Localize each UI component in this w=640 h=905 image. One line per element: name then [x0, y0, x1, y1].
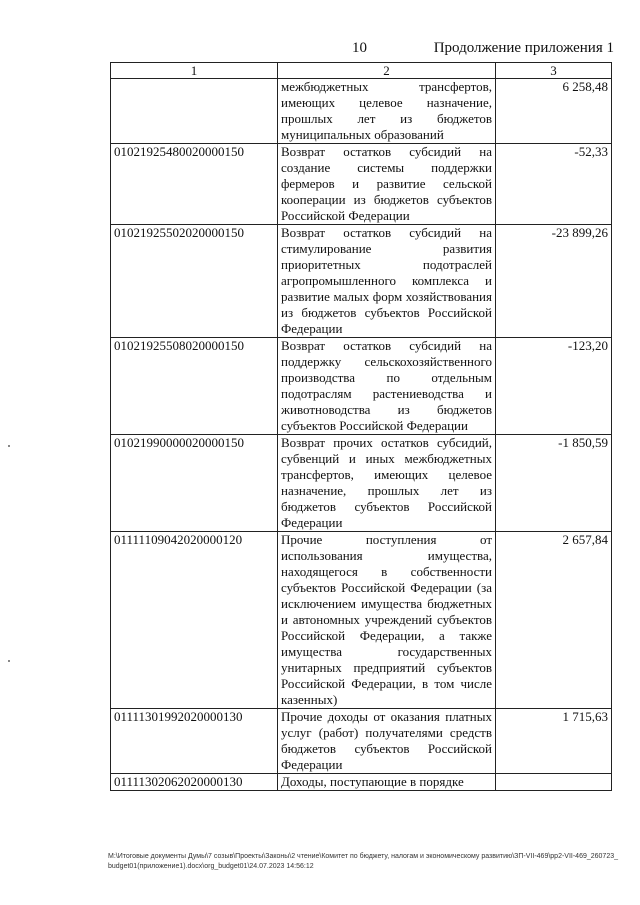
column-header: 2 — [278, 63, 496, 79]
margin-dot — [8, 660, 10, 662]
table-row — [111, 144, 612, 225]
table-row — [111, 532, 612, 709]
amount: -1 850,59 — [496, 435, 612, 532]
income-description: Возврат прочих остатков субсидий, субвенций и иных межбюджетных трансфертов, имеющих целевое назначение, прошлых лет из бюджетов субъектов Российской Федерации — [278, 435, 496, 532]
income-description: Возврат остатков субсидий на создание системы поддержки фермеров и развитие сельской кооперации из бюджетов субъектов Российской Федерации — [278, 144, 496, 225]
page-number: 10 — [352, 40, 367, 56]
income-description: Возврат остатков субсидий на стимулирование развития приоритетных подотраслей агропромышленного комплекса и развитие малых форм хозяйствования из бюджетов субъектов Российской Федерации — [278, 225, 496, 338]
table-row — [111, 709, 612, 774]
column-header: 3 — [496, 63, 612, 79]
amount: -52,33 — [496, 144, 612, 225]
budget-code: 01111109042020000120 — [111, 532, 278, 709]
budget-code — [111, 79, 278, 144]
column-header: 1 — [111, 63, 278, 79]
amount: -23 899,26 — [496, 225, 612, 338]
amount: 6 258,48 — [496, 79, 612, 144]
table-row — [111, 774, 612, 791]
table-row — [111, 435, 612, 532]
income-description: Прочие доходы от оказания платных услуг (работ) получателями средств бюджетов субъектов Российской Федерации — [278, 709, 496, 774]
income-description: Доходы, поступающие в порядке — [278, 774, 496, 791]
continuation-label: Продолжение приложения 1 — [433, 40, 614, 56]
budget-code: 01021925502020000150 — [111, 225, 278, 338]
document-path-footer: М:\Итоговые документы Думы\7 созыв\Проекты\Законы\2 чтение\Комитет по бюджету, налогам и экономическому развитию\ЗП-VII-469\pp2-VII-469_260723_budget01(приложение1).docx\org_budget01\24.07.2023 14:56:12 — [108, 853, 619, 870]
budget-code: 01021925508020000150 — [111, 338, 278, 435]
margin-dot — [8, 445, 10, 447]
budget-table — [110, 62, 612, 791]
amount — [496, 774, 612, 791]
income-description: Возврат остатков субсидий на поддержку сельскохозяйственного производства по отдельным подотраслям растениеводства и животноводства из бюджетов субъектов Российской Федерации — [278, 338, 496, 435]
income-description: Прочие поступления от использования имущества, находящегося в собственности субъектов Российской Федерации (за исключением имущества бюджетных и автономных учреждений субъектов Российской Федерации, а также имущества государственных унитарных предприятий субъектов Российской Федерации, в том числе казенных) — [278, 532, 496, 709]
amount: -123,20 — [496, 338, 612, 435]
budget-code: 01021990000020000150 — [111, 435, 278, 532]
table-row — [111, 225, 612, 338]
budget-code: 01111301992020000130 — [111, 709, 278, 774]
amount: 2 657,84 — [496, 532, 612, 709]
budget-code: 01111302062020000130 — [111, 774, 278, 791]
amount: 1 715,63 — [496, 709, 612, 774]
table-row — [111, 338, 612, 435]
budget-code: 01021925480020000150 — [111, 144, 278, 225]
table-header-row — [111, 63, 612, 79]
income-description: межбюджетных трансфертов, имеющих целевое назначение, прошлых лет из бюджетов муниципальных образований — [278, 79, 496, 144]
table-row — [111, 79, 612, 144]
